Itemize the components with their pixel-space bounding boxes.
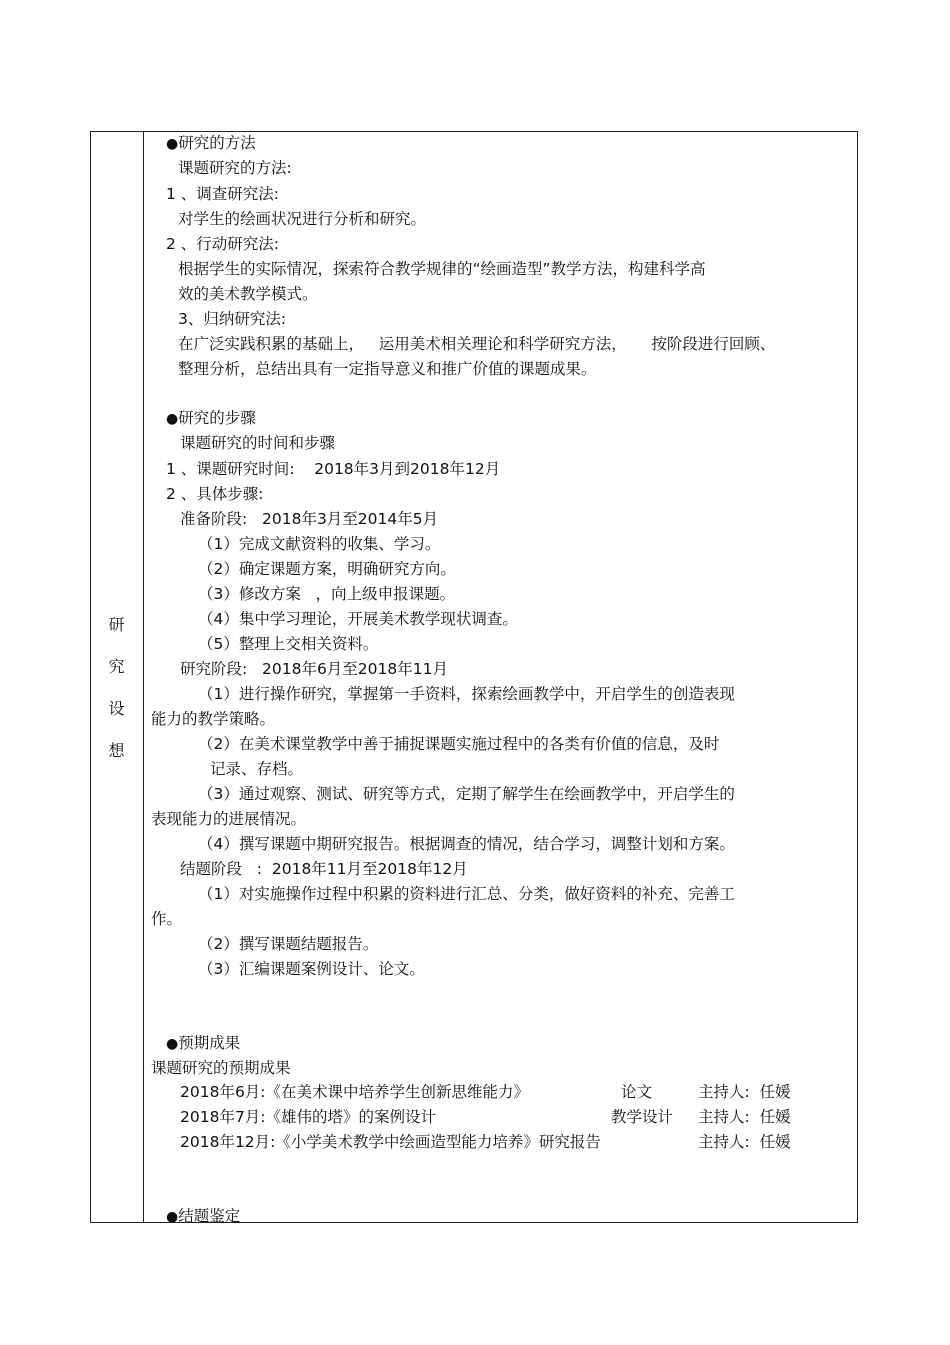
research-item: 记录、存档。: [210, 760, 304, 778]
steps-detail-title: 2 、具体步骤:: [166, 485, 264, 503]
final-item: （2）撰写课题结题报告。: [198, 935, 379, 953]
steps-time: 1 、课题研究时间: 2018年3月到2018年12月: [166, 460, 501, 478]
method-2-text: 效的美术教学模式。: [178, 285, 318, 303]
conclusion-heading: ● 结题鉴定: [166, 1206, 240, 1227]
method-2-title: 2 、行动研究法:: [166, 235, 280, 253]
method-2-text: 根据学生的实际情况，探索符合教学规律的“绘画造型”教学方法，构建科学高: [178, 260, 706, 278]
outcome-host: 主持人: 任媛: [698, 1083, 791, 1101]
research-stage-title: 研究阶段: 2018年6月至2018年11月: [180, 660, 448, 678]
final-item: （1）对实施操作过程中积累的资料进行汇总、分类，做好资料的补充、完善工: [198, 885, 735, 903]
outcome-title: 2018年6月:《在美术课中培养学生创新思维能力》: [180, 1083, 530, 1101]
research-item: （3）通过观察、测试、研究等方式，定期了解学生在绘画教学中，开启学生的: [198, 785, 735, 803]
method-1-text: 对学生的绘画状况进行分析和研究。: [178, 210, 427, 228]
prep-stage-title: 准备阶段: 2018年3月至2014年5月: [180, 510, 439, 528]
steps-intro: 课题研究的时间和步骤: [180, 434, 336, 452]
outcomes-intro: 课题研究的预期成果: [151, 1059, 291, 1077]
prep-item: （1）完成文献资料的收集、学习。: [198, 535, 441, 553]
side-label-char: 究: [108, 657, 125, 676]
outcome-title: 2018年12月:《小学美术教学中绘画造型能力培养》研究报告: [180, 1133, 601, 1151]
method-3-title: 3、归纳研究法:: [178, 310, 287, 328]
prep-item: （2）确定课题方案，明确研究方向。: [198, 560, 456, 578]
steps-heading: ● 研究的步骤: [166, 408, 256, 429]
research-item: （1）进行操作研究，掌握第一手资料，探索绘画教学中，开启学生的创造表现: [198, 685, 735, 703]
final-stage-title: 结题阶段 : 2018年11月至2018年12月: [180, 860, 468, 878]
prep-item: （5）整理上交相关资料。: [198, 635, 379, 653]
outcome-type: 教学设计: [611, 1108, 674, 1126]
outcome-title: 2018年7月:《雄伟的塔》的案例设计: [180, 1108, 437, 1126]
method-3-text: 整理分析，总结出具有一定指导意义和推广价值的课题成果。: [178, 360, 597, 378]
side-label-char: 想: [108, 741, 125, 760]
outcome-host: 主持人: 任媛: [698, 1108, 791, 1126]
prep-item: （3）修改方案 ，向上级申报课题。: [198, 585, 456, 603]
side-label-char: 研: [108, 615, 125, 634]
method-3-text: 在广泛实践积累的基础上， 运用美术相关理论和科学研究方法， 按阶段进行回顾、: [178, 335, 776, 353]
final-item: 作。: [151, 910, 183, 928]
outcome-host: 主持人: 任媛: [698, 1133, 791, 1151]
methods-intro: 课题研究的方法:: [178, 159, 292, 177]
column-divider: [143, 131, 144, 1223]
outcome-type: 论文: [621, 1083, 653, 1101]
methods-heading: ● 研究的方法: [166, 133, 256, 154]
outcomes-heading: ● 预期成果: [166, 1033, 240, 1054]
research-item: 表现能力的进展情况。: [151, 810, 307, 828]
side-label-char: 设: [108, 699, 125, 718]
research-item: 能力的教学策略。: [151, 710, 276, 728]
research-item: （4）撰写课题中期研究报告。根据调查的情况，结合学习，调整计划和方案。: [198, 835, 735, 853]
final-item: （3）汇编课题案例设计、论文。: [198, 960, 425, 978]
research-item: （2）在美术课堂教学中善于捕捉课题实施过程中的各类有价值的信息，及时: [198, 735, 720, 753]
method-1-title: 1 、调查研究法:: [166, 185, 280, 203]
prep-item: （4）集中学习理论，开展美术教学现状调查。: [198, 610, 518, 628]
